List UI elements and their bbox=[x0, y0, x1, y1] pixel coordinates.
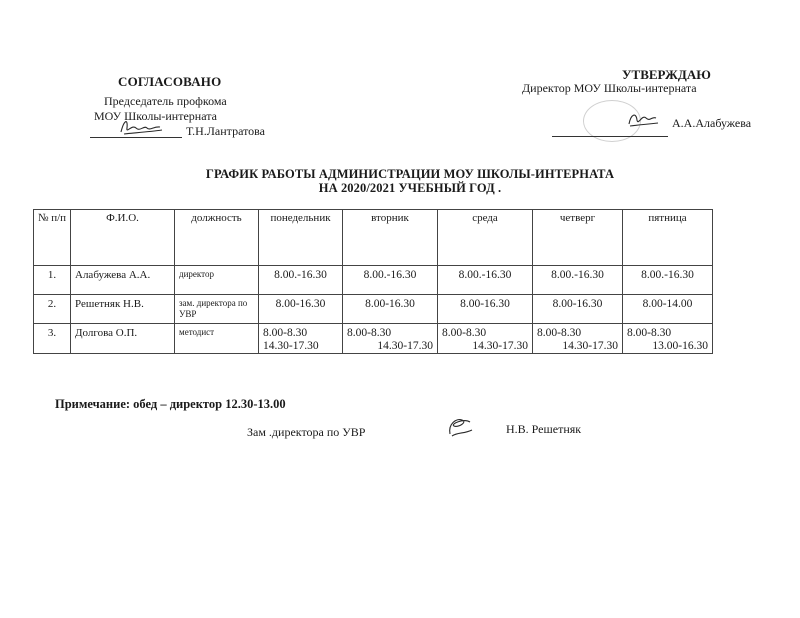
monday-afternoon: 14.30-17.30 bbox=[263, 340, 319, 352]
agreed-organization: МОУ Школы-интерната bbox=[94, 109, 217, 123]
employee-name: Решетняк Н.В. bbox=[75, 298, 144, 310]
tuesday-hours bbox=[343, 324, 437, 353]
table-row bbox=[34, 324, 713, 354]
lunch-note: Примечание: обед – директор 12.30-13.00 bbox=[55, 397, 286, 411]
schedule-table bbox=[33, 209, 713, 354]
header-name: Ф.И.О. bbox=[71, 210, 175, 266]
friday-morning: 8.00-8.30 bbox=[627, 327, 672, 339]
thursday-morning: 8.00-8.30 bbox=[537, 327, 582, 339]
friday-hours: 8.00.-16.30 bbox=[641, 269, 694, 281]
friday-hours bbox=[623, 324, 712, 353]
wednesday-hours bbox=[438, 324, 532, 353]
agreed-name: Т.Н.Лантратова bbox=[186, 124, 266, 138]
thursday-hours: 8.00-16.30 bbox=[552, 298, 603, 310]
header-friday: пятница bbox=[623, 210, 713, 266]
row-number: 2. bbox=[47, 298, 57, 310]
approved-name: А.А.Алабужева bbox=[672, 116, 752, 130]
friday-hours: 8.00-14.00 bbox=[642, 298, 693, 310]
deputy-position: Зам .директора по УВР bbox=[247, 425, 366, 439]
table-row bbox=[34, 295, 713, 324]
table-header-row bbox=[34, 210, 713, 266]
header-wednesday: среда bbox=[438, 210, 533, 266]
wednesday-morning: 8.00-8.30 bbox=[442, 327, 487, 339]
document-title: ГРАФИК РАБОТЫ АДМИНИСТРАЦИИ МОУ ШКОЛЫ-ИНТЕРНАТА bbox=[205, 167, 615, 181]
thursday-hours bbox=[533, 324, 622, 353]
monday-hours: 8.00-16.30 bbox=[275, 298, 326, 310]
wednesday-afternoon: 14.30-17.30 bbox=[472, 340, 528, 352]
employee-name: Алабужева А.А. bbox=[75, 269, 151, 281]
header-position: должность bbox=[175, 210, 259, 266]
approved-signature-mark bbox=[626, 108, 660, 130]
thursday-afternoon: 14.30-17.30 bbox=[562, 340, 618, 352]
tuesday-hours: 8.00.-16.30 bbox=[363, 269, 417, 281]
agreed-position: Председатель профкома bbox=[104, 94, 227, 108]
monday-hours: 8.00.-16.30 bbox=[274, 269, 327, 281]
monday-morning: 8.00-8.30 bbox=[263, 327, 308, 339]
tuesday-hours: 8.00-16.30 bbox=[365, 298, 415, 310]
header-monday: понедельник bbox=[259, 210, 343, 266]
approved-position: Директор МОУ Школы-интерната bbox=[522, 81, 697, 95]
row-number: 1. bbox=[47, 269, 57, 281]
header-num: № п/п bbox=[34, 210, 71, 266]
header-thursday: четверг bbox=[533, 210, 623, 266]
monday-hours bbox=[259, 324, 342, 353]
table-row bbox=[34, 266, 713, 295]
approved-heading: УТВЕРЖДАЮ bbox=[622, 67, 711, 82]
tuesday-morning: 8.00-8.30 bbox=[347, 327, 392, 339]
employee-name: Долгова О.П. bbox=[75, 327, 138, 339]
header-tuesday: вторник bbox=[343, 210, 438, 266]
thursday-hours: 8.00.-16.30 bbox=[551, 269, 604, 281]
tuesday-afternoon: 14.30-17.30 bbox=[377, 340, 433, 352]
friday-afternoon: 13.00-16.30 bbox=[652, 340, 708, 352]
deputy-name: Н.В. Решетняк bbox=[506, 422, 582, 436]
wednesday-hours: 8.00.-16.30 bbox=[458, 269, 512, 281]
deputy-signature-mark bbox=[444, 414, 476, 440]
employee-position: методист bbox=[179, 327, 215, 337]
document-subtitle: НА 2020/2021 УЧЕБНЫЙ ГОД . bbox=[318, 181, 502, 195]
row-number: 3. bbox=[47, 327, 57, 339]
agreed-signature-mark bbox=[118, 116, 164, 138]
wednesday-hours: 8.00-16.30 bbox=[460, 298, 510, 310]
agreed-heading: СОГЛАСОВАНО bbox=[118, 74, 222, 89]
employee-position: зам. директора по УВР bbox=[179, 298, 248, 319]
employee-position: директор bbox=[179, 269, 214, 279]
